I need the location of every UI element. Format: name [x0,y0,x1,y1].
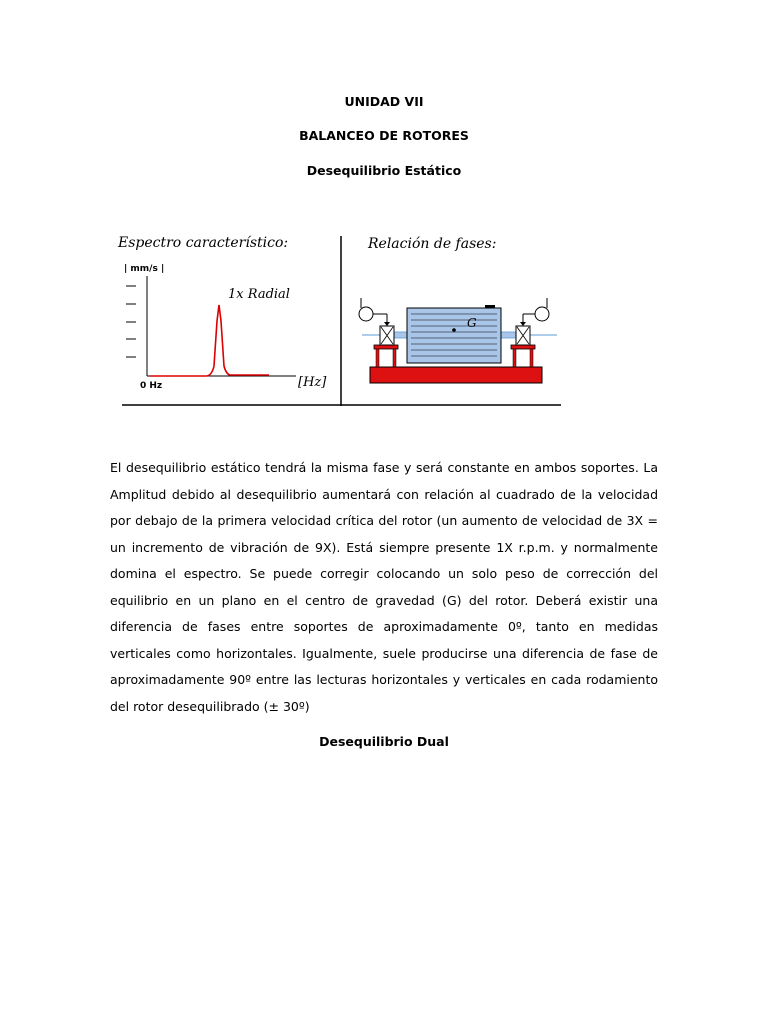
peak-label: 1x Radial [228,287,290,302]
main-title: BALANCEO DE ROTORES [299,128,469,143]
rotor [407,308,501,363]
spectrum-peak-line [150,305,269,376]
y-axis-ticks [126,286,136,357]
section-title: Desequilibrio Estático [306,163,462,178]
center-of-gravity-label: G [467,316,477,330]
body-paragraph: El desequilibrio estático tendrá la misma fase y será constante en ambos soportes. La Amplitud debido al desequilibrio aumentará con relación al cuadrado de la velocidad por debajo de la primera velocidad crítica del rotor (un aumento de velocidad de 3X = un incremento de vibración de 9X). Está siempre presente 1X r.p.m. y normalmente domina el espectro. Se puede corregir colocando un solo peso de corrección del equilibrio en un plano en el centro de gravedad (G) del rotor. Deberá existir una diferencia de fases entre soportes de aproximadamente 0º, tanto en medidas verticales como horizontales. Igualmente, suele producirse una diferencia de fase de aproximadamente 90º entre las lecturas horizontales y verticales en cada rodamiento del rotor desequilibrado (± 30º) [110,460,658,714]
figure-svg [112,226,572,410]
center-of-gravity-dot [452,328,456,332]
next-section-title: Desequilibrio Dual [319,734,449,749]
right-bearing [516,326,530,345]
left-pedestal [374,345,398,367]
x-unit-label: [Hz] [298,375,327,390]
machine-base [370,367,542,383]
right-panel-title: Relación de fases: [368,236,497,252]
vibration-figure [112,226,572,410]
y-unit-label: | mm/s | [124,264,165,274]
unit-title: UNIDAD VII [344,94,424,109]
right-pedestal [511,345,535,367]
left-sensor-icon [359,298,390,326]
x-origin-label: 0 Hz [140,381,163,391]
correction-weight [485,305,495,308]
left-bearing [380,326,394,345]
right-sensor-icon [520,298,549,326]
left-panel-title: Espectro característico: [118,235,289,251]
